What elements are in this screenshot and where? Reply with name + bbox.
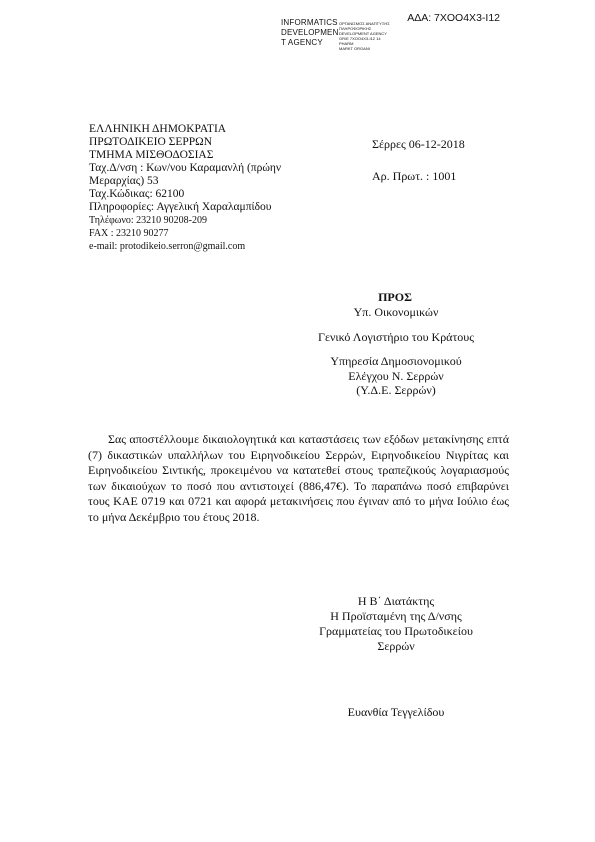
sender-department: ΤΜΗΜΑ ΜΙΣΘΟΔΟΣΙΑΣ [89, 149, 214, 161]
recipient-yde: (Υ.Δ.Ε. Σερρών) [356, 383, 436, 397]
document-date: Σέρρες 06-12-2018 [372, 137, 465, 151]
ada-code: ΑΔΑ: 7ΧΟΟ4Χ3-Ι12 [407, 12, 500, 24]
sender-email: e-mail: protodikeio.serron@gmail.com [89, 241, 246, 252]
sender-address-cont: Μεραρχίας) 53 [89, 175, 159, 187]
recipients-block [0, 305, 595, 398]
stamp-gr-line-2: ΠΛΗΡΟΦΟΡΙΚΗΣ [339, 26, 372, 31]
diavgeia-stamp [281, 18, 390, 51]
sender-phone: Τηλέφωνο: 23210 90208-209 [89, 215, 207, 226]
protocol-number: Αρ. Πρωτ. : 1001 [372, 169, 457, 183]
stamp-gr-line-5: PHARM [339, 41, 354, 46]
signature-city: Σερρών [377, 639, 415, 653]
signer-name: Ευανθία Τεγγελίδου [347, 705, 445, 719]
recipient-fiscal-control: Υπηρεσία Δημοσιονομικού [330, 354, 462, 368]
sender-fax: FAX : 23210 90277 [89, 228, 169, 239]
stamp-gr-line-3: DEVELOPMENT AGENCY [339, 31, 387, 36]
stamp-gr-line-1: ΟΡΓΑΝΙΣΜΟΣ ΑΝΑΠΤΥΞΗΣ [339, 21, 390, 26]
sender-country: ΕΛΛΗΝΙΚΗ ΔΗΜΟΚΡΑΤΙΑ [89, 123, 227, 135]
stamp-en-line-2: DEVELOPMEN [281, 28, 339, 37]
sender-address: Ταχ.Δ/νση : Κων/νου Καραμανλή (πρώην [89, 162, 282, 174]
signature-title: Η Προϊσταμένη της Δ/νσης [330, 609, 462, 623]
sender-block [89, 123, 281, 253]
signature-block [0, 594, 595, 654]
letter-body [88, 432, 509, 525]
recipient-fiscal-control-serres: Ελέγχου Ν. Σερρών [348, 368, 444, 383]
stamp-gr-line-6: MARKT ORGANI [339, 46, 370, 51]
recipient-ministry: Υπ. Οικονομικών [353, 305, 439, 319]
signature-role: Η Β΄ Διατάκτης [357, 594, 435, 608]
sender-postcode: Ταχ.Κώδικας: 62100 [89, 188, 185, 200]
stamp-en-line-3: T AGENCY [281, 38, 323, 47]
signature-secretariat: Γραμματείας του Πρωτοδικείου [319, 624, 473, 638]
stamp-gr-line-4: GR/Ε 7ΧΟΟ4Χ3-Ι12 14 [339, 36, 381, 41]
recipients-heading: ΠΡΟΣ [378, 290, 412, 304]
stamp-small-text [339, 21, 390, 51]
sender-info-contact: Πληροφορίες: Αγγελική Χαραλαμπίδου [89, 201, 272, 213]
recipient-general-accounting: Γενικό Λογιστήριο του Κράτους [318, 329, 474, 344]
body-paragraph: Σας αποστέλλουμε δικαιολογητικά και καταστάσεις των εξόδων μετακίνησης επτά (7) δικαστικών υπαλλήλων του Ειρηνοδικείου Σερρών, Ειρηνοδικείου Νιγρίτας και Ειρηνοδικείου Σιντικής, προκειμένου να κατατεθεί στους τραπεζικούς λογαριασμούς των δικαιούχων το ποσό που αντιστοιχεί (886,47€). Το παραπάνω ποσό επιβαρύνει τους ΚΑΕ 0719 και 0721 και αφορά μετακινήσεις που έγιναν από το μήνα Ιούλιο έως το μήνα Δεκέμβριο του έτους 2018. [88, 432, 509, 524]
stamp-en-line-1: INFORMATICS [281, 18, 338, 27]
sender-court: ΠΡΩΤΟΔΙΚΕΙΟ ΣΕΡΡΩΝ [89, 136, 213, 148]
